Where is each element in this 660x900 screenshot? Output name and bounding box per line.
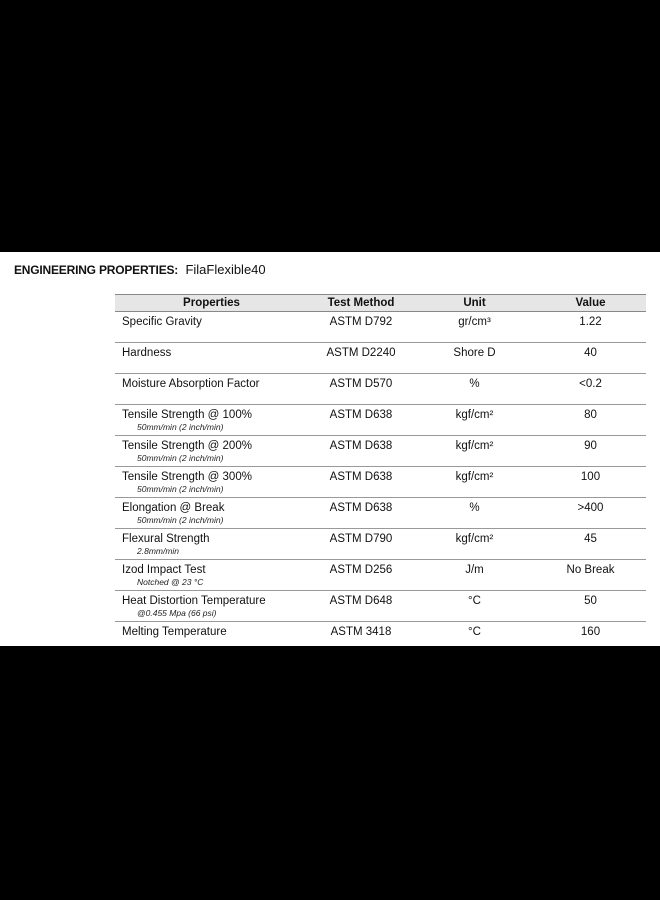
cell-unit-text: kgf/cm²	[455, 533, 494, 545]
table-row	[115, 405, 646, 436]
cell-value-text: 90	[584, 440, 597, 452]
cell-test-method	[308, 529, 414, 560]
cell-test-method-text: ASTM D638	[329, 471, 393, 483]
cell-value	[535, 498, 646, 529]
property-test-condition: 2.8mm/min	[137, 546, 180, 556]
cell-property	[115, 405, 308, 436]
cell-unit-text: Shore D	[453, 347, 496, 359]
cell-value-text: <0.2	[579, 378, 602, 390]
cell-property	[115, 374, 308, 405]
cell-test-method	[308, 622, 414, 645]
cell-value-text: 80	[584, 409, 597, 421]
col-header-properties: Properties	[115, 295, 308, 312]
property-test-condition: @0.455 Mpa (66 psi)	[137, 608, 217, 618]
cell-test-method-text: ASTM D638	[329, 502, 393, 514]
cell-unit-text: kgf/cm²	[455, 440, 494, 452]
property-name: Tensile Strength @ 100%	[122, 409, 252, 421]
cell-value-text: 160	[580, 626, 601, 638]
property-name: Izod Impact Test	[122, 564, 206, 576]
cell-property	[115, 436, 308, 467]
table-row	[115, 560, 646, 591]
cell-test-method-text: ASTM 3418	[330, 626, 392, 638]
cell-test-method	[308, 343, 414, 374]
cell-test-method	[308, 374, 414, 405]
property-test-condition: 50mm/min (2 inch/min)	[137, 515, 224, 525]
table-row	[115, 436, 646, 467]
cell-unit	[414, 436, 535, 467]
property-name: Melting Temperature	[122, 626, 227, 638]
cell-value	[535, 560, 646, 591]
table-header-row	[115, 295, 646, 312]
property-name: Elongation @ Break	[122, 502, 225, 514]
cell-unit	[414, 405, 535, 436]
table-row	[115, 498, 646, 529]
cell-value	[535, 467, 646, 498]
cell-test-method	[308, 560, 414, 591]
property-name: Hardness	[122, 347, 172, 359]
cell-unit	[414, 529, 535, 560]
cell-unit	[414, 374, 535, 405]
cell-unit-text: °C	[468, 595, 481, 607]
cell-unit-text: gr/cm³	[458, 316, 491, 328]
cell-value	[535, 374, 646, 405]
cell-test-method	[308, 591, 414, 622]
cell-value	[535, 405, 646, 436]
col-header-test-method: Test Method	[308, 295, 414, 312]
cell-test-method	[308, 312, 414, 343]
cell-unit-text: kgf/cm²	[455, 409, 494, 421]
table-row	[115, 529, 646, 560]
cell-property	[115, 312, 308, 343]
property-name: Specific Gravity	[122, 316, 202, 328]
cell-test-method-text: ASTM D570	[329, 378, 393, 390]
cell-test-method	[308, 467, 414, 498]
property-test-condition: 50mm/min (2 inch/min)	[137, 484, 224, 494]
document-title	[14, 262, 266, 277]
section-label: ENGINEERING PROPERTIES:	[14, 263, 179, 277]
table-row	[115, 591, 646, 622]
cell-test-method	[308, 405, 414, 436]
table-row	[115, 374, 646, 405]
cell-unit-text: J/m	[465, 564, 484, 576]
cell-property	[115, 529, 308, 560]
cell-test-method-text: ASTM D638	[329, 409, 393, 421]
cell-test-method-text: ASTM D792	[329, 316, 393, 328]
cell-property	[115, 498, 308, 529]
property-test-condition: Notched @ 23 °C	[137, 577, 204, 587]
table-row	[115, 343, 646, 374]
cell-unit-text: %	[469, 378, 480, 390]
cell-property	[115, 560, 308, 591]
cell-unit-text: °C	[468, 626, 481, 638]
cell-value	[535, 312, 646, 343]
cell-test-method-text: ASTM D256	[329, 564, 393, 576]
cell-unit	[414, 467, 535, 498]
cell-test-method-text: ASTM D638	[329, 440, 393, 452]
property-name: Moisture Absorption Factor	[122, 378, 260, 390]
table-row	[115, 622, 646, 645]
cell-value	[535, 343, 646, 374]
col-header-value: Value	[535, 295, 646, 312]
datasheet	[0, 252, 660, 646]
cell-unit-text: kgf/cm²	[455, 471, 494, 483]
cell-unit	[414, 622, 535, 645]
properties-table	[115, 294, 646, 644]
cell-unit	[414, 312, 535, 343]
cell-unit	[414, 343, 535, 374]
cell-test-method-text: ASTM D648	[329, 595, 393, 607]
cell-property	[115, 467, 308, 498]
cell-value	[535, 591, 646, 622]
property-name: Tensile Strength @ 200%	[122, 440, 252, 452]
cell-unit-text: %	[469, 502, 480, 514]
property-test-condition: 50mm/min (2 inch/min)	[137, 422, 224, 432]
cell-value	[535, 436, 646, 467]
property-name: Heat Distortion Temperature	[122, 595, 266, 607]
product-name: FilaFlexible40	[185, 262, 266, 277]
cell-value-text: 40	[584, 347, 597, 359]
cell-value	[535, 529, 646, 560]
cell-test-method-text: ASTM D2240	[326, 347, 396, 359]
cell-value-text: 1.22	[579, 316, 602, 328]
cell-test-method	[308, 436, 414, 467]
cell-property	[115, 591, 308, 622]
cell-value-text: No Break	[566, 564, 615, 576]
cell-value-text: 100	[580, 471, 601, 483]
cell-value-text: 45	[584, 533, 597, 545]
cell-test-method-text: ASTM D790	[329, 533, 393, 545]
table-row	[115, 467, 646, 498]
property-test-condition: 50mm/min (2 inch/min)	[137, 453, 224, 463]
cell-value	[535, 622, 646, 645]
cell-test-method	[308, 498, 414, 529]
property-name: Flexural Strength	[122, 533, 210, 545]
cell-property	[115, 622, 308, 645]
cell-unit	[414, 498, 535, 529]
cell-unit	[414, 560, 535, 591]
property-name: Tensile Strength @ 300%	[122, 471, 252, 483]
table-row	[115, 312, 646, 343]
cell-property	[115, 343, 308, 374]
cell-value-text: 50	[584, 595, 597, 607]
cell-value-text: >400	[577, 502, 604, 514]
cell-unit	[414, 591, 535, 622]
col-header-unit: Unit	[414, 295, 535, 312]
